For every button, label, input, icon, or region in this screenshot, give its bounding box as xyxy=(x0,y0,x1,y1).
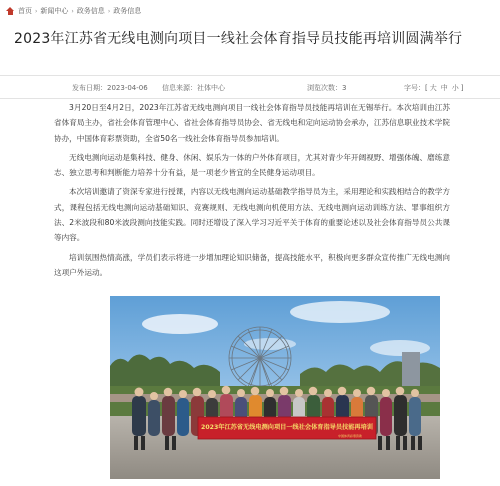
paragraph-course: 本次培训邀请了资深专家进行授课，内容以无线电测向运动基础教学指导员为主，采用理论和实践相结合的教学方式，课程包括无线电测向运动基础知识、竞赛规则、无线电测向机使用方法、无线电测向运动训练方法、罪事组织方法、2米波段和80米波段测向技能实践。同时还增设了深入学习习近平关于体育的重要论述以及社会体育指导员公共课等内容。 xyxy=(54,187,450,243)
view-count-label: 浏览次数： xyxy=(307,84,342,92)
font-size-medium-button[interactable]: 中 xyxy=(440,84,448,92)
paragraph-summary: 培训氛围热情高涨，学员们表示将进一步增加理论知识储备，提高技能水平，积极向更多群众宣传推广无线电测向这项户外运动。 xyxy=(54,252,450,277)
breadcrumb-news-link[interactable]: 新闻中心 xyxy=(40,7,69,15)
article-title: 2023年江苏省无线电测向项目一线社会体育指导员技能再培训圆满举行 xyxy=(14,31,463,48)
font-size-label: 字号： xyxy=(404,84,425,92)
photo-cloud xyxy=(370,340,430,356)
paragraph-intro: 3月20日至4月2日，2023年江苏省无线电测向项目一线社会体育指导员技能再培训在无锡举行。本次培训由江苏省体育局主办，省社会体育管理中心、省社会体育指导员协会、省无线电和定向运动协会承办，江苏信息职业技术学院协办，中国体育彩票资助，全省50名一线社会体育指导员参加培训。 xyxy=(54,103,450,143)
breadcrumb-current[interactable]: 政务信息 xyxy=(113,7,142,15)
font-size-bracket-close: ] xyxy=(460,84,464,92)
group-photo xyxy=(110,296,440,479)
article-body xyxy=(54,100,450,284)
banner xyxy=(198,417,376,439)
home-icon xyxy=(6,7,15,15)
breadcrumb-home-link[interactable]: 首页 xyxy=(18,7,32,15)
article-meta-bar xyxy=(0,75,500,99)
banner-subtext: 中国体育彩票资助 xyxy=(337,434,362,438)
breadcrumb-separator: › xyxy=(35,7,38,15)
breadcrumb-gov-info-link[interactable]: 政务信息 xyxy=(76,7,105,15)
info-source-label: 信息来源： xyxy=(162,84,197,92)
banner-text: 2023年江苏省无线电测向项目一线社会体育指导员技能再培训 xyxy=(201,424,373,431)
info-source xyxy=(162,83,225,93)
paragraph-about-sport: 无线电测向运动是集科技、健身、休闲、娱乐为一体的户外体育项目，尤其对青少年开阔视野、增强体魄、磨练意志、独立思考和判断能力培养十分有益，是一项老少皆宜的全民健身运动项目。 xyxy=(54,152,450,178)
publish-date-label: 发布日期： xyxy=(72,84,107,92)
breadcrumb xyxy=(6,5,141,17)
publish-date-value: 2023-04-06 xyxy=(107,84,148,92)
photo-cloud xyxy=(290,301,390,323)
view-count-value: 3 xyxy=(342,84,347,92)
font-size-small-button[interactable]: 小 xyxy=(451,84,459,92)
photo-cloud xyxy=(142,314,218,334)
view-count xyxy=(307,83,346,93)
font-size-selector xyxy=(404,83,463,93)
font-size-large-button[interactable]: 大 xyxy=(429,84,437,92)
publish-date xyxy=(72,83,148,93)
breadcrumb-separator: › xyxy=(71,7,74,15)
info-source-value: 社体中心 xyxy=(197,84,225,92)
breadcrumb-separator: › xyxy=(107,7,111,15)
font-size-bracket-open: [ xyxy=(425,84,428,92)
